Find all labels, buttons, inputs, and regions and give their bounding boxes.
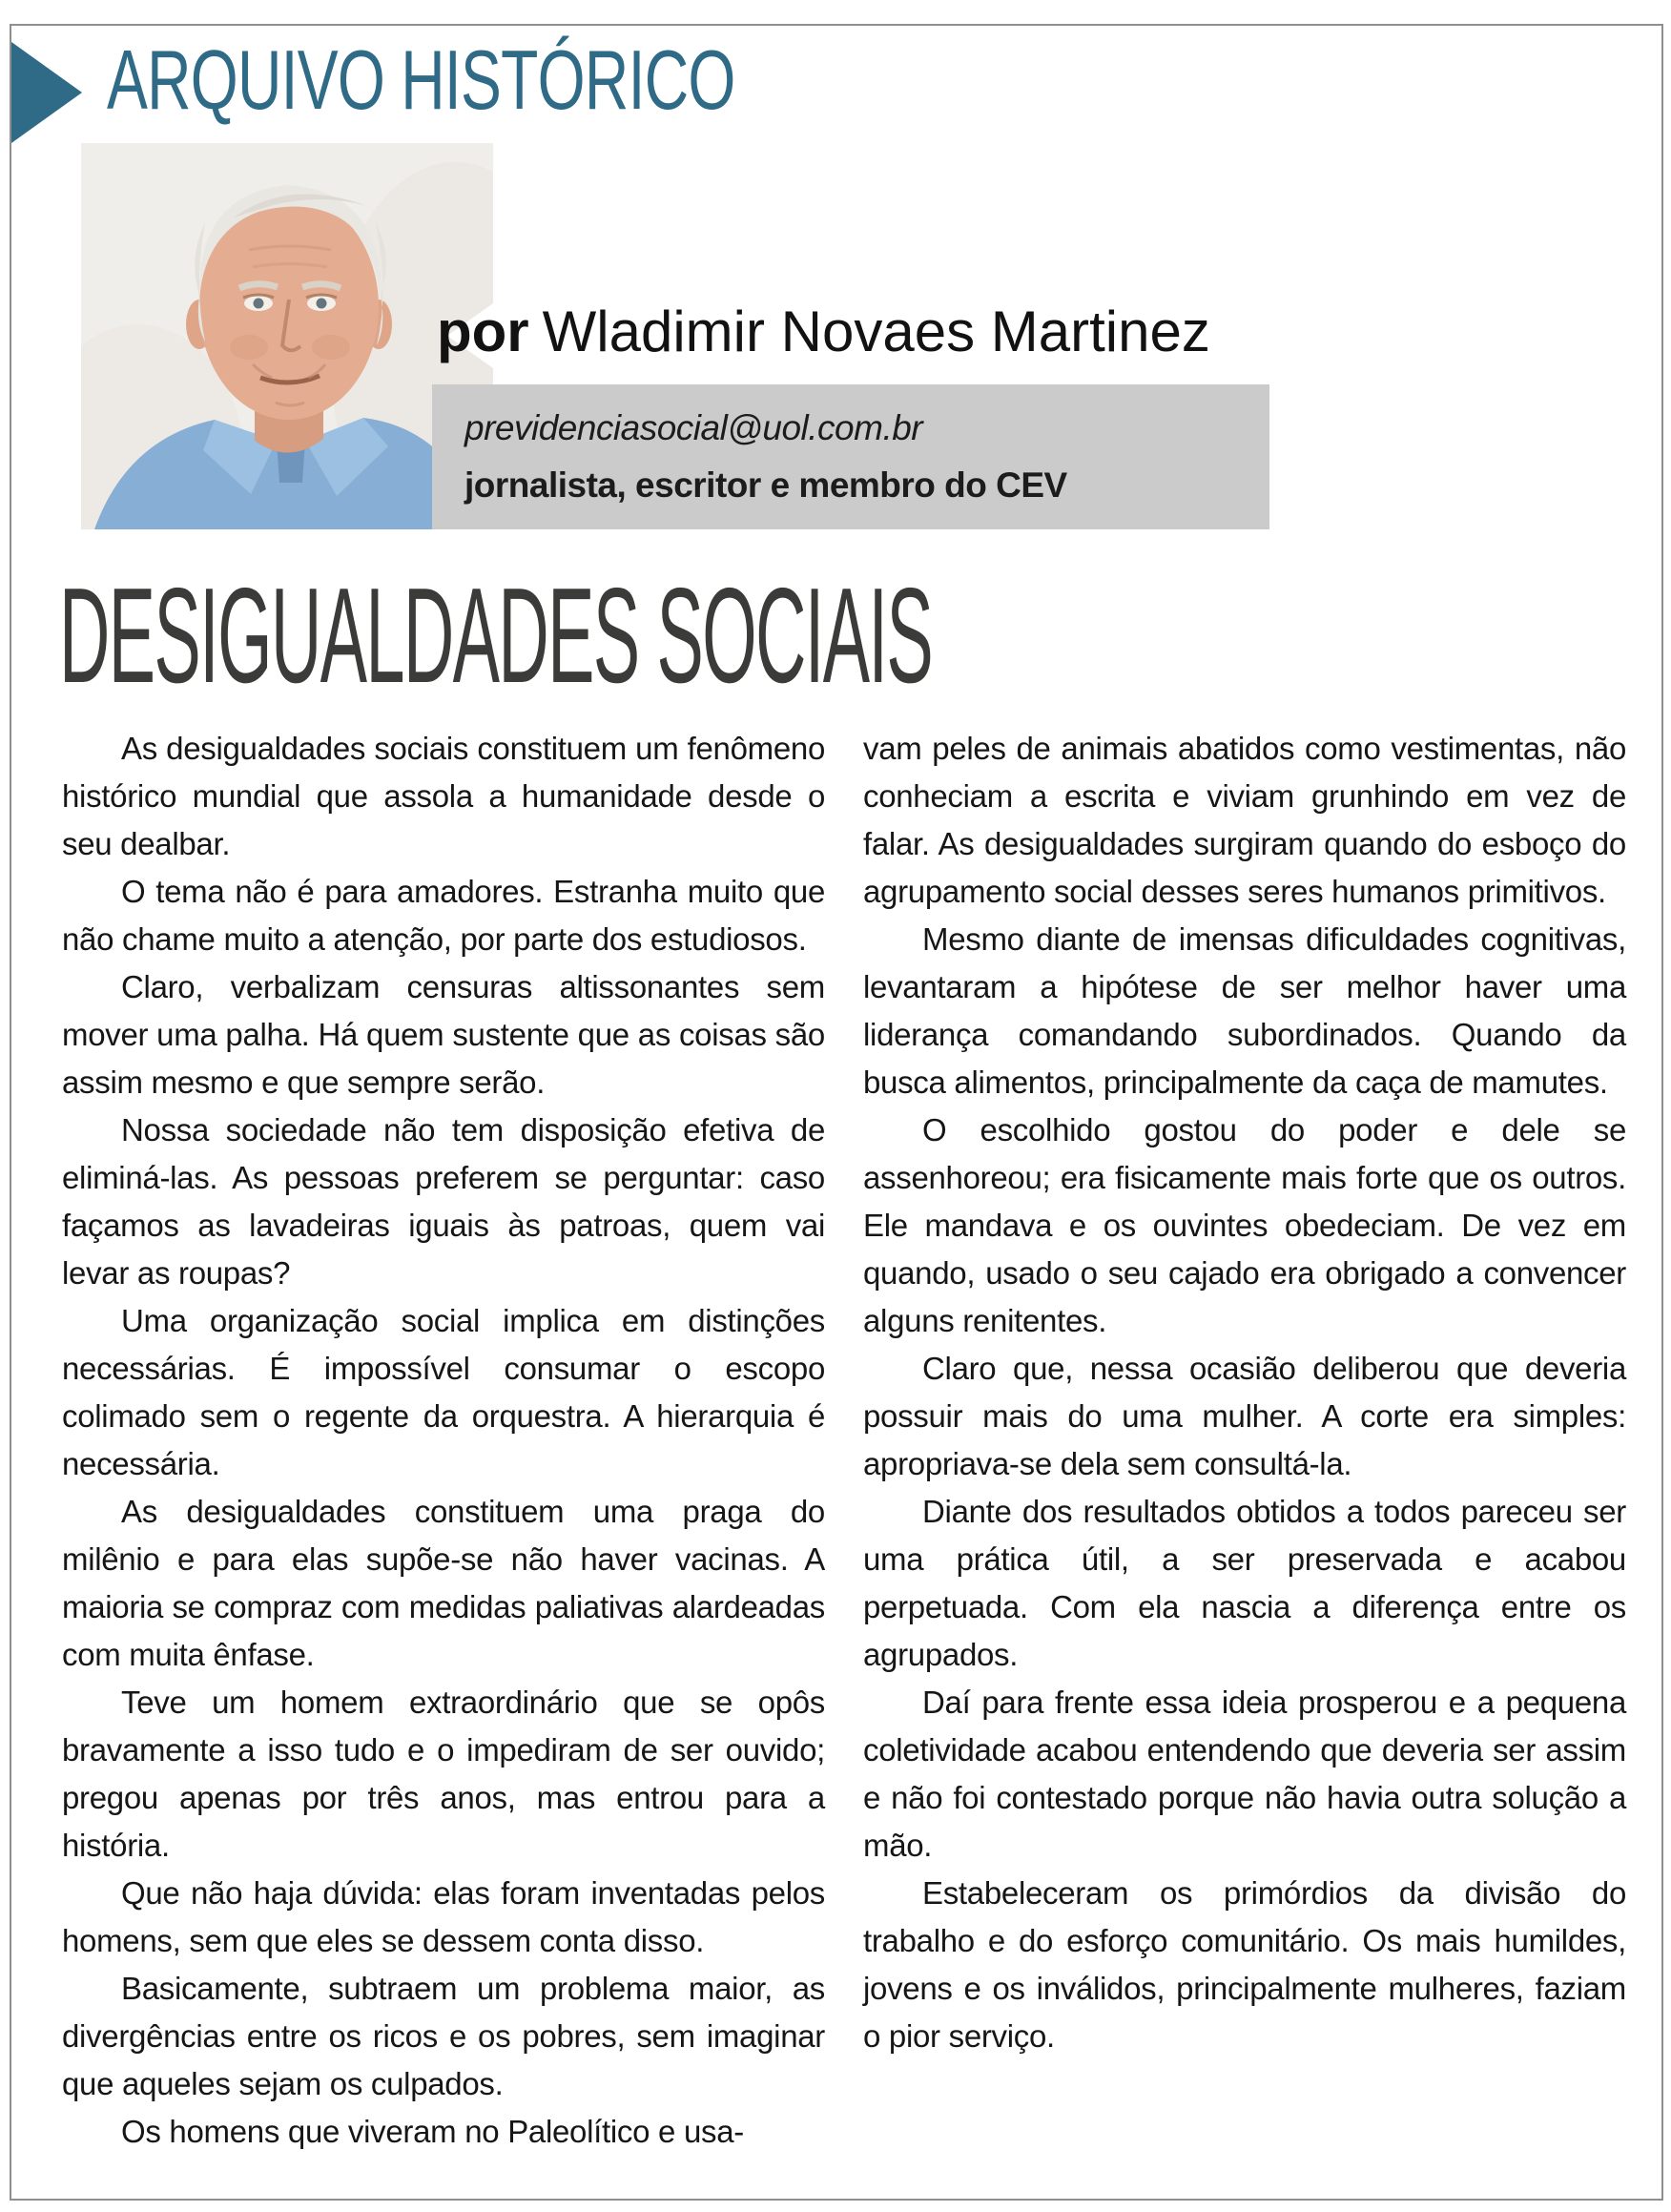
paragraph: Mesmo diante de imensas dificuldades cognitivas, levantaram a hipótese de ser melhor haver uma liderança comandando subordinados. Quando da busca alimentos, principalmente da caça de mamutes. [863,921,1626,1100]
author-role: jornalista, escritor e membro do CEV [464,465,1067,506]
article-title: DESIGUALDADES SOCIAIS [59,560,933,712]
paragraph: Os homens que viveram no Paleolítico e usa- [121,2114,744,2149]
paragraph: Uma organização social implica em distinções necessárias. É impossível consumar o escopo colimado sem o regente da orquestra. A hierarquia é necessária. [62,1303,825,1481]
paragraph: O tema não é para amadores. Estranha muito que não chame muito a atenção, por parte dos estudiosos. [62,874,825,957]
paragraph: Claro que, nessa ocasião deliberou que deveria possuir mais do uma mulher. A corte era simples: apropriava-se dela sem consultá-la. [863,1351,1626,1481]
byline-prefix: por [437,300,529,363]
section-label: ARQUIVO HISTÓRICO [107,32,735,127]
right-column [863,725,1626,2156]
paragraph: As desigualdades constituem uma praga do milênio e para elas supõe-se não haver vacinas. A maioria se compraz com medidas paliativas alardeadas com muita ênfase. [62,1494,825,1672]
paragraph: As desigualdades sociais constituem um fenômeno histórico mundial que assola a humanidade desde o seu dealbar. [62,731,825,861]
section-arrow-icon [11,42,82,143]
paragraph: Claro, verbalizam censuras altissonantes sem mover uma palha. Há quem sustente que as coisas são assim mesmo e que sempre serão. [62,969,825,1100]
paragraph: Teve um homem extraordinário que se opôs bravamente a isso tudo e o impediram de ser ouvido; pregou apenas por três anos, mas entrou para a história. [62,1685,825,1863]
author-info-box [432,384,1269,529]
paragraph: Nossa sociedade não tem disposição efetiva de eliminá-las. As pessoas preferem se perguntar: caso façamos as lavadeiras iguais às patroas, quem vai levar as roupas? [62,1112,825,1291]
article-body [62,725,1626,2156]
paragraph: Daí para frente essa ideia prosperou e a pequena coletividade acabou entendendo que deveria ser assim e não foi contestado porque não havia outra solução a mão. [863,1685,1626,1863]
paragraph: O escolhido gostou do poder e dele se assenhoreou; era fisicamente mais forte que os outros. Ele mandava e os ouvintes obedeciam. De vez em quando, usado o seu cajado era obrigado a convencer alguns renitentes. [863,1112,1626,1338]
paragraph: Basicamente, subtraem um problema maior, as divergências entre os ricos e os pobres, sem imaginar que aqueles sejam os culpados. [62,1971,825,2101]
paragraph: Estabeleceram os primórdios da divisão do trabalho e do esforço comunitário. Os mais humildes, jovens e os inválidos, principalmente mulheres, faziam o pior serviço. [863,1875,1626,2054]
paragraph: Diante dos resultados obtidos a todos pareceu ser uma prática útil, a ser preservada e acabou perpetuada. Com ela nascia a diferença entre os agrupados. [863,1494,1626,1672]
author-name: Wladimir Novaes Martinez [542,300,1210,363]
byline [437,300,1210,363]
left-column [62,725,825,2156]
author-email: previdenciasocial@uol.com.br [464,408,923,447]
paragraph: Que não haja dúvida: elas foram inventadas pelos homens, sem que eles se dessem conta disso. [62,1875,825,1958]
paragraph: vam peles de animais abatidos como vestimentas, não conheciam a escrita e viviam grunhindo em vez de falar. As desigualdades surgiram quando do esboço do agrupamento social desses seres humanos primitivos. [863,731,1626,909]
